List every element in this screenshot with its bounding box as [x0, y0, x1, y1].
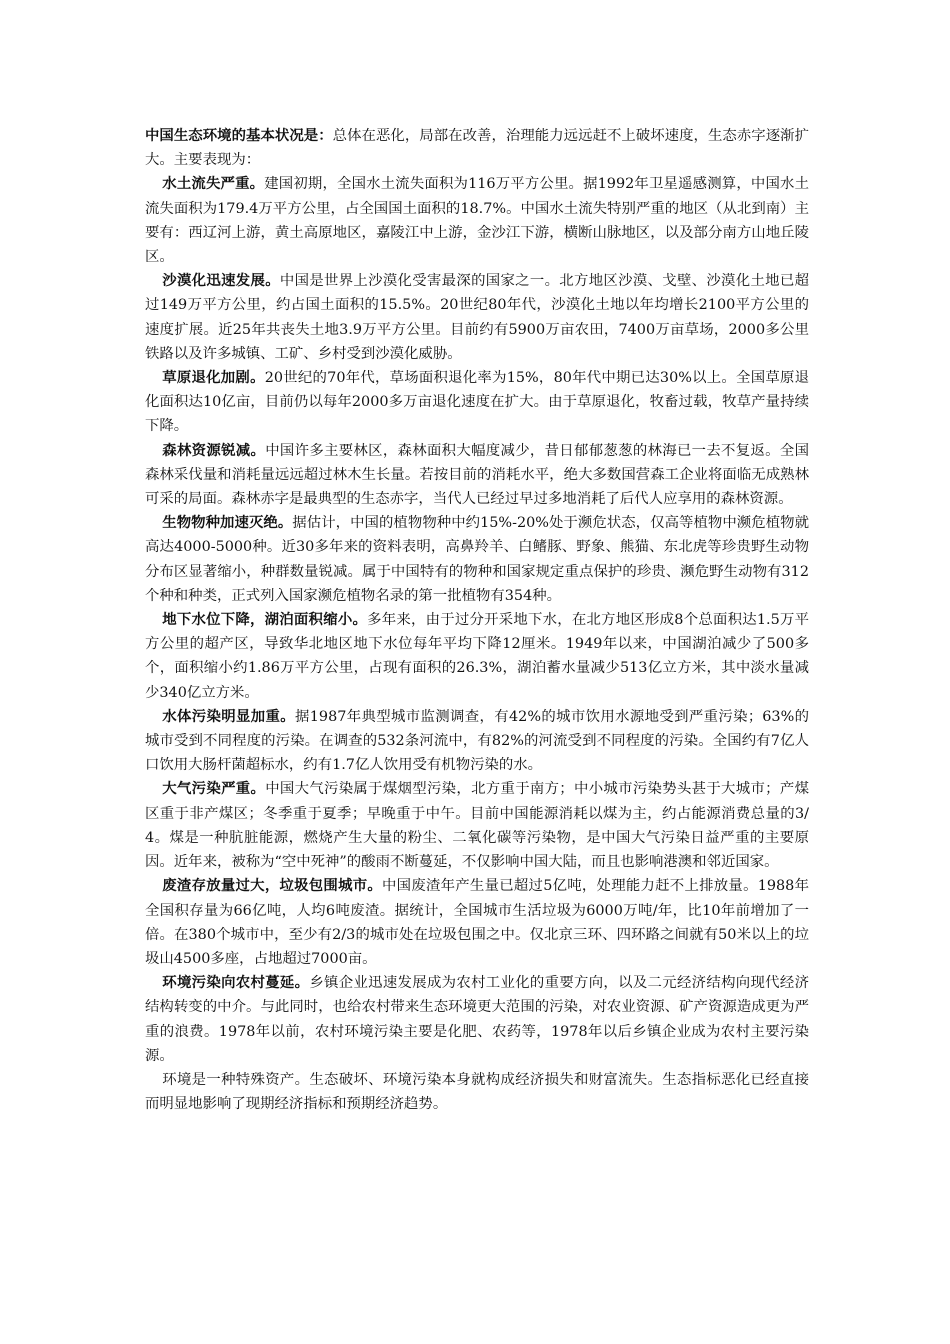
- section-paragraph-species: [145, 511, 809, 608]
- section-text: 乡镇企业迅速发展成为农村工业化的重要方向，以及二元经济结构向现代经济结构转变的中介。与此同时，也给农村带来生态环境更大范围的污染，对农业资源、矿产资源造成更为严重的浪费。1978年以前，农村环境污染主要是化肥、农药等，1978年以后乡镇企业成为农村主要污染源。: [145, 975, 809, 1064]
- section-heading: 水土流失严重。: [162, 176, 265, 193]
- closing-paragraph: 环境是一种特殊资产。生态破坏、环境污染本身就构成经济损失和财富流失。生态指标恶化已经直接而明显地影响了现期经济指标和预期经济趋势。: [145, 1071, 809, 1113]
- section-paragraph-forest: [145, 439, 809, 512]
- section-text: 中国是世界上沙漠化受害最深的国家之一。北方地区沙漠、戈壁、沙漠化土地已超过149万平方公里，约占国土面积的15.5%。20世纪80年代，沙漠化土地以年均增长2100平方公里的速度扩展。近25年共丧失土地3.9万平方公里。目前约有5900万亩农田，7400万亩草场，2000多公里铁路以及许多城镇、工矿、乡村受到沙漠化威胁。: [145, 273, 809, 362]
- section-text: 中国许多主要林区，森林面积大幅度减少，昔日郁郁葱葱的林海已一去不复返。全国森林采伐量和消耗量远远超过林木生长量。若按目前的消耗水平，绝大多数国营森工企业将面临无成熟林可采的局面。森林赤字是最典型的生态赤字，当代人已经过早过多地消耗了后代人应享用的森林资源。: [145, 442, 809, 508]
- section-heading: 地下水位下降，湖泊面积缩小。: [162, 612, 368, 629]
- document-body: [145, 124, 809, 1116]
- section-paragraph-rural-pollution: [145, 971, 809, 1068]
- section-text: 建国初期，全国水土流失面积为116万平方公里。据1992年卫星遥感测算，中国水土流失面积为179.4万平方公里，占全国国土面积的18.7%。中国水土流失特别严重的地区（从北到南）主要有：西辽河上游，黄土高原地区，嘉陵江中上游，金沙江下游，横断山脉地区，以及部分南方山地丘陵区。: [145, 176, 809, 266]
- section-heading: 环境污染向农村蔓延。: [162, 975, 310, 992]
- section-paragraph-waste: [145, 874, 809, 971]
- section-paragraph-soil-erosion: [145, 172, 809, 269]
- intro-paragraph: [145, 124, 809, 172]
- section-text: 多年来，由于过分开采地下水，在北方地区形成8个总面积达1.5万平方公里的超产区，导致华北地区地下水位每年平均下降12厘米。1949年以来，中国湖泊减少了500多个，面积缩小约1.86万平方公里，占现有面积的26.3%，湖泊蓄水量减少513亿立方米，其中淡水量减少340亿立方米。: [145, 612, 809, 701]
- intro-heading: 中国生态环境的基本状况是：: [145, 128, 333, 144]
- section-paragraph-groundwater: [145, 608, 809, 705]
- intro-text: 总体在恶化，局部在改善，治理能力远远赶不上破坏速度，生态赤字逐渐扩大。主要表现为：: [145, 128, 809, 169]
- section-heading: 沙漠化迅速发展。: [162, 273, 280, 290]
- section-text: 中国大气污染属于煤烟型污染，北方重于南方；中小城市污染势头甚于大城市；产煤区重于非产煤区；冬季重于夏季；早晚重于中午。目前中国能源消耗以煤为主，约占能源消费总量的3/4。煤是一种肮脏能源，燃烧产生大量的粉尘、二氧化碳等污染物，是中国大气污染日益严重的主要原因。近年来，被称为“空中死神”的酸雨不断蔓延，不仅影响中国大陆，而且也影响港澳和邻近国家。: [145, 781, 809, 871]
- section-heading: 森林资源锐减。: [162, 442, 266, 459]
- section-heading: 生物物种加速灭绝。: [162, 515, 293, 532]
- section-paragraph-desertification: [145, 269, 809, 366]
- section-heading: 大气污染严重。: [162, 781, 266, 798]
- section-text: 据估计，中国的植物物种中约15%-20%处于濒危状态，仅高等植物中濒危植物就高达4000-5000种。近30多年来的资料表明，高鼻羚羊、白鳍豚、野象、熊猫、东北虎等珍贵野生动物分布区显著缩小，种群数量锐减。属于中国特有的物种和国家规定重点保护的珍贵、濒危野生动物有312个种和种类，正式列入国家濒危植物名录的第一批植物有354种。: [145, 515, 809, 604]
- section-paragraph-grassland: [145, 366, 809, 439]
- section-heading: 草原退化加剧。: [162, 370, 265, 387]
- section-text: 20世纪的70年代，草场面积退化率为15%，80年代中期已达30%以上。全国草原退化面积达10亿亩，目前仍以每年2000多万亩退化速度在扩大。由于草原退化，牧畜过载，牧草产量持续下降。: [145, 370, 809, 435]
- section-paragraph-water-pollution: [145, 705, 809, 778]
- section-paragraph-air-pollution: [145, 777, 809, 874]
- section-heading: 废渣存放量过大，垃圾包围城市。: [162, 878, 383, 895]
- section-text: 中国废渣年产生量已超过5亿吨，处理能力赶不上排放量。1988年全国积存量为66亿吨，人均6吨废渣。据统计，全国城市生活垃圾为6000万吨/年，比10年前增加了一倍。在380个城市中，至少有2/3的城市处在垃圾包围之中。仅北京三环、四环路之间就有50米以上的垃圾山4500多座，占地超过7000亩。: [145, 878, 809, 967]
- section-text: 据1987年典型城市监测调查，有42%的城市饮用水源地受到严重污染；63%的城市受到不同程度的污染。在调查的532条河流中，有82%的河流受到不同程度的污染。全国约有7亿人口饮用大肠杆菌超标水，约有1.7亿人饮用受有机物污染的水。: [145, 708, 809, 774]
- section-heading: 水体污染明显加重。: [162, 708, 296, 725]
